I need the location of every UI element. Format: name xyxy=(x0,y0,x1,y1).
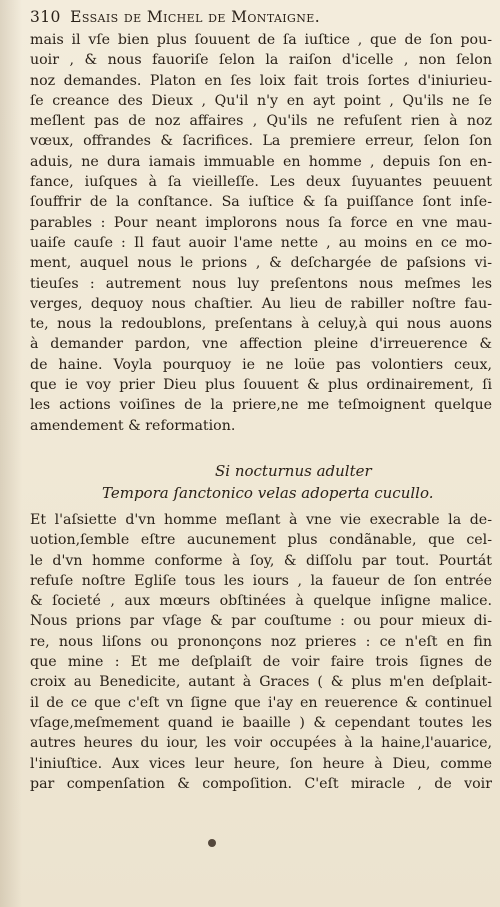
text-line: les actions voiſines de la priere,ne me teſmoignent quelque xyxy=(30,397,492,414)
text-line: il de ce que c'eſt vn ſigne que i'ay en reuerence & continuel xyxy=(30,694,492,711)
page-header xyxy=(30,8,490,30)
paragraph-1 xyxy=(30,30,492,436)
text-line: tieuſes : autrement nous luy preſentons nous meſmes les xyxy=(30,275,492,292)
quote-line: Si nocturnus adulter xyxy=(215,462,372,480)
text-line: l'iniuſtice. Aux vices leur heure, ſon heure à Dieu, comme xyxy=(30,755,492,772)
text-line: aduis, ne dura iamais immuable en homme , depuis ſon en- xyxy=(30,153,492,170)
text-line: re, nous liſons ou prononçons noz prieres : ce n'eſt en fin xyxy=(30,633,492,650)
text-line: autres heures du iour, les voir occupées à la haine,l'auarice, xyxy=(30,735,492,752)
page-number: 310 xyxy=(30,8,61,26)
quote-line: Tempora ſanctonico velas adoperta cucullo. xyxy=(102,484,434,502)
text-line: vſage,meſmement quand ie baaille ) & cependant toutes les xyxy=(30,714,492,731)
text-line: ment, auquel nous le prions , & deſchargée de paſsions vi- xyxy=(30,255,492,272)
paragraph-2 xyxy=(30,510,492,794)
text-line: que ie voy prier Dieu plus ſouuent & plus ordinairement, ſi xyxy=(30,377,492,394)
text-line: vœux, offrandes & ſacrifices. La premiere erreur, ſelon ſon xyxy=(30,133,492,150)
text-line: le d'vn homme conforme à ſoy, & diſſolu par tout. Pourtát xyxy=(30,552,492,569)
text-line: à demander pardon, vne affection pleine d'irreuerence & xyxy=(30,336,492,353)
latin-quotation xyxy=(30,460,492,504)
text-line: fance, iuſques à ſa vieilleſſe. Les deux ſuyuantes peuuent xyxy=(30,174,492,191)
text-line: mais il vſe bien plus ſouuent de ſa iuſtice , que de ſon pou- xyxy=(30,32,492,48)
text-line: ſe creance des Dieux , Qu'il n'y en ayt point , Qu'ils ne ſe xyxy=(30,92,492,109)
text-line: uaiſe cauſe : Il faut auoir l'ame nette , au moins en ce mo- xyxy=(30,234,492,251)
text-line: que mine : Et me deſplaiſt de voir faire trois ſignes de xyxy=(30,654,492,671)
text-line: Et l'aſsiette d'vn homme meſlant à vne vie execrable la de- xyxy=(30,512,492,528)
text-line: par compenſation & compoſition. C'eſt miracle , de voir xyxy=(30,775,492,792)
text-line: verges, dequoy nous chaſtier. Au lieu de rabiller noſtre fau- xyxy=(30,295,492,312)
text-line: noz demandes. Platon en ſes loix fait trois ſortes d'iniurieu- xyxy=(30,72,492,89)
text-line: ſouffrir de la conſtance. Sa iuſtice & ſa puiſſance ſont inſe- xyxy=(30,194,492,211)
text-line: te, nous la redoublons, preſentans à celuy,à qui nous auons xyxy=(30,316,492,333)
text-line: croix au Benedicite, autant à Graces ( & plus m'en deſplait- xyxy=(30,674,492,691)
text-line: meſlent pas de noz affaires , Qu'ils ne refuſent rien à noz xyxy=(30,113,492,130)
page-gutter-shadow xyxy=(0,0,22,907)
text-line: parables : Pour neant implorons nous ſa force en vne mau- xyxy=(30,214,492,231)
text-line: de haine. Voyla pourquoy ie ne loüe pas volontiers ceux, xyxy=(30,356,492,373)
text-line: uotion,ſemble eſtre aucunement plus condãnable, que cel- xyxy=(30,532,492,549)
ink-blot xyxy=(208,839,216,847)
text-line: uoir , & nous fauoriſe ſelon la raiſon d'icelle , non ſelon xyxy=(30,52,492,69)
text-line: & ſocieté , aux mœurs obſtinées à quelque inſigne malice. xyxy=(30,593,492,610)
text-line: refuſe noſtre Egliſe tous les iours , la faueur de ſon entrée xyxy=(30,572,492,589)
running-title: Essais de Michel de Montaigne. xyxy=(70,8,321,26)
text-line: Nous prions par vſage & par couſtume : ou pour mieux di- xyxy=(30,613,492,630)
text-line: amendement & reformation. xyxy=(30,417,236,434)
